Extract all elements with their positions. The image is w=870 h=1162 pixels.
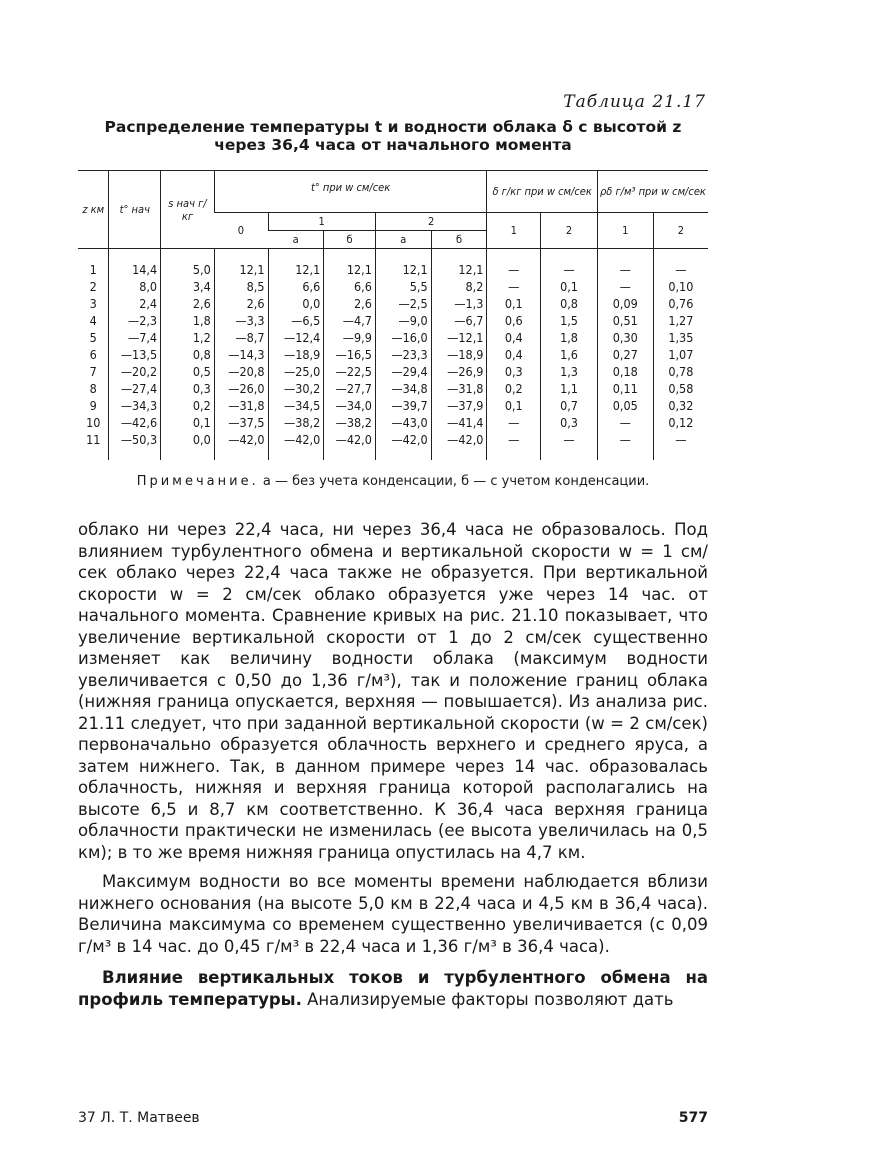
table-cell: —34,0 [324, 397, 376, 414]
table-cell: —1,3 [431, 295, 487, 312]
table-cell: —20,8 [214, 363, 268, 380]
data-table [78, 170, 708, 460]
table-cell: —27,7 [324, 380, 376, 397]
table-cell: —12,4 [268, 329, 324, 346]
table-cell: 5,0 [161, 249, 215, 279]
table-cell: —7,4 [109, 329, 161, 346]
table-cell: —34,5 [268, 397, 324, 414]
table-cell: 12,1 [375, 249, 431, 279]
table-cell: 0,10 [653, 278, 708, 295]
table-cell: 9 [89, 398, 97, 413]
table-cell: 1 [89, 262, 97, 277]
table-cell: 0,32 [653, 397, 708, 414]
table-cell: 12,1 [324, 249, 376, 279]
table-cell: —30,2 [268, 380, 324, 397]
table-cell: —42,0 [268, 431, 324, 460]
table-cell: —3,3 [214, 312, 268, 329]
table-cell: —4,7 [324, 312, 376, 329]
table-cell: —42,0 [431, 431, 487, 460]
table-cell: 12,1 [431, 249, 487, 279]
table-cell: 0,11 [597, 380, 653, 397]
header-t-group: t° при w см/сек [214, 171, 487, 213]
table-cell: 1,8 [161, 312, 215, 329]
header-rho-1: 1 [597, 213, 653, 249]
table-cell: —31,8 [214, 397, 268, 414]
header-z: z км [78, 171, 109, 249]
table-cell: 12,1 [214, 249, 268, 279]
table-cell: 5,5 [375, 278, 431, 295]
note-word: Примечание. [136, 474, 259, 489]
table-cell: —41,4 [431, 414, 487, 431]
table-cell: 0,4 [487, 346, 541, 363]
table-cell: 6,6 [324, 278, 376, 295]
table-cell: 0,78 [653, 363, 708, 380]
table-cell: 1,5 [541, 312, 598, 329]
table-cell: 0,3 [161, 380, 215, 397]
table-cell: —34,3 [109, 397, 161, 414]
table-cell: —29,4 [375, 363, 431, 380]
table-cell: —9,9 [324, 329, 376, 346]
table-cell: 2,6 [324, 295, 376, 312]
table-cell: 0,05 [597, 397, 653, 414]
table-cell: 1,1 [541, 380, 598, 397]
header-delta-2: 2 [541, 213, 598, 249]
page-footer [78, 1110, 708, 1126]
table-cell: 0,12 [653, 414, 708, 431]
table-cell: —31,8 [431, 380, 487, 397]
table-row [78, 312, 708, 329]
table-cell: —18,9 [431, 346, 487, 363]
table-cell: —16,0 [375, 329, 431, 346]
page-number: 577 [678, 1110, 708, 1126]
table-cell: 0,51 [597, 312, 653, 329]
table-cell: —2,3 [109, 312, 161, 329]
table-label: Таблица 21.17 [563, 92, 706, 112]
header-w2-b: б [431, 231, 487, 249]
table-cell: — [541, 249, 598, 279]
table-cell: 8,5 [214, 278, 268, 295]
table-cell: 10 [86, 415, 101, 430]
table-cell: 1,27 [653, 312, 708, 329]
table-cell: 1,35 [653, 329, 708, 346]
table-cell: 8 [89, 381, 97, 396]
table-cell: —42,0 [214, 431, 268, 460]
table-cell: —25,0 [268, 363, 324, 380]
table-cell: —16,5 [324, 346, 376, 363]
table-cell: —38,2 [268, 414, 324, 431]
table-cell: —9,0 [375, 312, 431, 329]
header-t-start: t° нач [109, 171, 161, 249]
table-row [78, 363, 708, 380]
table-cell: 4 [89, 313, 97, 328]
table-cell: 0,8 [161, 346, 215, 363]
header-w2: 2 [375, 213, 487, 231]
table-cell: —26,0 [214, 380, 268, 397]
table-cell: — [597, 414, 653, 431]
table-cell: 0,0 [161, 431, 215, 460]
table-cell: 0,7 [541, 397, 598, 414]
caption-line-2: через 36,4 часа от начального момента [214, 136, 572, 154]
table-body [78, 249, 708, 461]
header-w1: 1 [268, 213, 375, 231]
table-cell: 0,8 [541, 295, 598, 312]
table-row [78, 380, 708, 397]
table-cell: — [597, 249, 653, 279]
table-cell: 7 [89, 364, 97, 379]
table-cell: —2,5 [375, 295, 431, 312]
header-delta-group: δ г/кг при w см/сек [487, 171, 598, 213]
table-cell: 2,4 [109, 295, 161, 312]
table-cell: 8,0 [109, 278, 161, 295]
table-cell: 2 [89, 279, 97, 294]
header-w1-b: б [324, 231, 376, 249]
table-cell: —13,5 [109, 346, 161, 363]
table-cell: —22,5 [324, 363, 376, 380]
table-cell: —6,5 [268, 312, 324, 329]
table-caption [78, 118, 708, 154]
header-w1-a: а [268, 231, 324, 249]
table-cell: —42,0 [324, 431, 376, 460]
header-w0: 0 [214, 213, 268, 249]
header-s-start: s нач г/кг [161, 171, 215, 249]
table-cell: 0,2 [161, 397, 215, 414]
table-row [78, 414, 708, 431]
table-cell: — [597, 431, 653, 460]
table-cell: —12,1 [431, 329, 487, 346]
table-cell: 0,0 [268, 295, 324, 312]
table-cell: —18,9 [268, 346, 324, 363]
table-cell: — [597, 278, 653, 295]
paragraph-3-heading: Влияние вертикальных токов и турбулентного обмена на профиль температуры. [78, 968, 708, 1009]
table-cell: —38,2 [324, 414, 376, 431]
table-cell: 0,5 [161, 363, 215, 380]
table-cell: —27,4 [109, 380, 161, 397]
table-cell: 2,6 [214, 295, 268, 312]
table-cell: —43,0 [375, 414, 431, 431]
table-cell: 14,4 [109, 249, 161, 279]
table-cell: — [653, 431, 708, 460]
table-cell: 5 [89, 330, 97, 345]
table-cell: —37,5 [214, 414, 268, 431]
table-cell: 0,1 [161, 414, 215, 431]
table-cell: —50,3 [109, 431, 161, 460]
table-row [78, 249, 708, 279]
table-cell: — [487, 414, 541, 431]
table-cell: 0,3 [541, 414, 598, 431]
table-cell: —39,7 [375, 397, 431, 414]
table-row [78, 397, 708, 414]
header-rho-2: 2 [653, 213, 708, 249]
table-cell: 1,8 [541, 329, 598, 346]
table-cell: 0,76 [653, 295, 708, 312]
table-cell: — [487, 431, 541, 460]
table-cell: —6,7 [431, 312, 487, 329]
table-cell: 1,6 [541, 346, 598, 363]
table-cell: 3 [89, 296, 97, 311]
table-row [78, 295, 708, 312]
table-cell: 0,3 [487, 363, 541, 380]
table-cell: —34,8 [375, 380, 431, 397]
table-cell: 1,3 [541, 363, 598, 380]
table-cell: —42,6 [109, 414, 161, 431]
table-cell: —8,7 [214, 329, 268, 346]
table-cell: — [487, 278, 541, 295]
header-delta-1: 1 [487, 213, 541, 249]
table-row [78, 346, 708, 363]
table-row [78, 278, 708, 295]
caption-line-1: Распределение температуры t и водности облака δ с высотой z [104, 118, 682, 136]
page-content [78, 92, 708, 1010]
table-row [78, 431, 708, 460]
table-cell: 0,4 [487, 329, 541, 346]
body-text [78, 519, 708, 1010]
table-cell: — [487, 249, 541, 279]
table-cell: — [541, 431, 598, 460]
table-cell: 2,6 [161, 295, 215, 312]
table-cell: —20,2 [109, 363, 161, 380]
paragraph-2: Максимум водности во все моменты времени наблюдается вблизи нижнего основания (на высоте 5,0 км в 22,4 часа и 4,5 км в 36,4 часа). Величина максимума со временем существенно увеличивается (с 0,09 г/м³ в 14 час. до 0,45 г/м³ в 22,4 часа и 1,36 г/м³ в 36,4 часа). [78, 872, 708, 956]
table-cell: 12,1 [268, 249, 324, 279]
table-cell: —37,9 [431, 397, 487, 414]
table-cell: 1,07 [653, 346, 708, 363]
table-cell: —26,9 [431, 363, 487, 380]
table-cell: 0,1 [487, 295, 541, 312]
table-cell: 0,6 [487, 312, 541, 329]
table-cell: 8,2 [431, 278, 487, 295]
table-cell: 0,27 [597, 346, 653, 363]
table-row [78, 329, 708, 346]
table-cell: —14,3 [214, 346, 268, 363]
table-cell: 0,18 [597, 363, 653, 380]
table-cell: 6 [89, 347, 97, 362]
table-cell: 11 [86, 432, 101, 447]
paragraph-1: облако ни через 22,4 часа, ни через 36,4 часа не образовалось. Под влиянием турбулентного обмена и вертикальной скорости w = 1 см/сек облако через 22,4 часа также не образуется. При вертикальной скорости w = 2 см/сек облако образуется уже через 14 час. от начального момента. Сравнение кривых на рис. 21.10 показывает, что увеличение вертикальной скорости от 1 до 2 см/сек существенно изменяет как величину водности облака (максимум водности увеличивается с 0,50 до 1,36 г/м³), так и положение границ облака (нижняя граница опускается, верхняя — повышается). Из анализа рис. 21.11 следует, что при заданной вертикальной скорости (w = 2 см/сек) первоначально образуется облачность верхнего и среднего яруса, а затем нижнего. Так, в данном примере через 14 час. образовалась облачность, нижняя и верхняя граница которой располагались на высоте 6,5 и 8,7 км соответственно. К 36,4 часа верхняя граница облачности практически не изменилась (ее высота увеличилась на 0,5 км); в то же время нижняя граница опустилась на 4,7 км. [78, 520, 708, 862]
table-cell: —42,0 [375, 431, 431, 460]
paragraph-3-text: Анализируемые факторы позволяют дать [307, 989, 674, 1009]
header-w2-a: а [375, 231, 431, 249]
table-cell: 0,1 [541, 278, 598, 295]
table-cell: 3,4 [161, 278, 215, 295]
table-cell: 1,2 [161, 329, 215, 346]
header-rho-delta-group: ρδ г/м³ при w см/сек [597, 171, 708, 213]
note-text: а — без учета конденсации, б — с учетом конденсации. [262, 474, 650, 489]
table-cell: 0,58 [653, 380, 708, 397]
table-cell: — [653, 249, 708, 279]
table-cell: —23,3 [375, 346, 431, 363]
table-cell: 0,09 [597, 295, 653, 312]
table-cell: 0,30 [597, 329, 653, 346]
table-cell: 0,1 [487, 397, 541, 414]
footer-signature: 37 Л. Т. Матвеев [78, 1110, 200, 1126]
paragraph-3 [78, 967, 708, 1010]
table-cell: 6,6 [268, 278, 324, 295]
table-note [78, 474, 708, 489]
table-cell: 0,2 [487, 380, 541, 397]
